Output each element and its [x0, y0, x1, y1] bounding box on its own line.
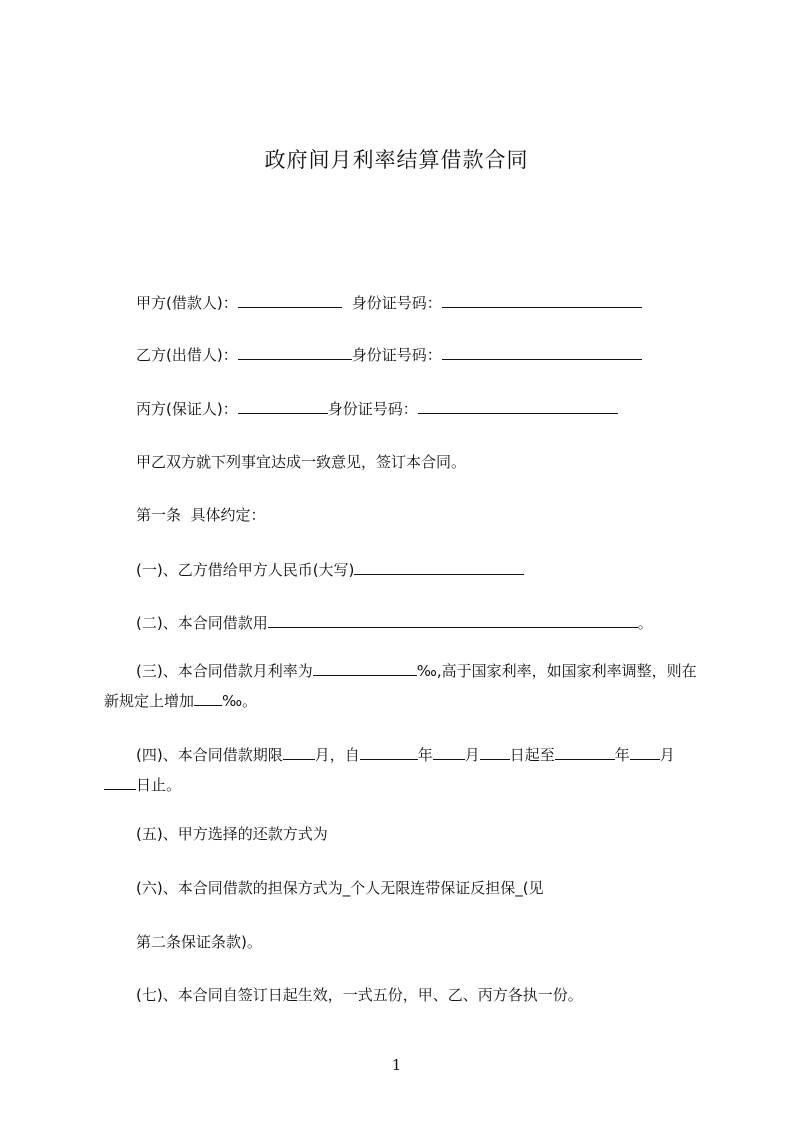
- clause-7: [136, 985, 583, 1005]
- party-b-line: [136, 344, 642, 365]
- clause-2-purpose-blank[interactable]: [268, 612, 638, 628]
- party-c-line: [136, 398, 618, 419]
- clause-4-start-day-blank[interactable]: [480, 744, 510, 760]
- clause-5: [136, 824, 328, 844]
- article-one-heading: 第一条 具体约定：: [136, 506, 266, 524]
- clause-4-part6: 年: [614, 746, 630, 764]
- party-b-id-label: 身份证号码：: [351, 346, 442, 364]
- clause-1-amount-blank[interactable]: [354, 559, 524, 575]
- clause-6-cont-text: 第二条保证条款)。: [136, 933, 262, 951]
- clause-4-part5: 日起至: [509, 746, 555, 764]
- clause-6: [136, 878, 544, 898]
- clause-2-end: 。: [637, 614, 653, 632]
- party-a-line: [136, 292, 642, 313]
- clause-3-part3: ‰。: [222, 692, 258, 710]
- clause-2-text: (二)、本合同借款用: [136, 614, 268, 632]
- party-b-label: 乙方(出借人)：: [136, 346, 238, 364]
- party-a-label: 甲方(借款人)：: [136, 294, 238, 312]
- clause-6-continued: [136, 932, 262, 952]
- party-c-id-blank[interactable]: [418, 398, 618, 414]
- clause-3-part2: ‰,高于国家利率，如国家利率调整，则在新规定上增加: [104, 662, 697, 710]
- clause-1-text: (一)、乙方借给甲方人民币(大写): [136, 561, 355, 579]
- clause-4-part4: 月: [464, 746, 480, 764]
- clause-4-part2: 月，自: [314, 746, 360, 764]
- party-a-id-blank[interactable]: [442, 292, 642, 308]
- party-c-name-blank[interactable]: [238, 398, 328, 414]
- page-number: 1: [391, 1056, 402, 1074]
- clause-4-end-year-blank[interactable]: [555, 744, 615, 760]
- clause-4-months-blank[interactable]: [283, 744, 315, 760]
- clause-4-part8: 日止。: [136, 776, 182, 794]
- party-a-name-blank[interactable]: [238, 292, 342, 308]
- clause-3-part1: (三)、本合同借款月利率为: [136, 662, 313, 680]
- party-b-id-blank[interactable]: [442, 344, 642, 360]
- clause-5-text: (五)、甲方选择的还款方式为: [136, 825, 328, 843]
- clause-1: [136, 559, 524, 580]
- document-title: 政府间月利率结算借款合同: [264, 148, 529, 172]
- clause-4-end-day-blank[interactable]: [104, 774, 136, 790]
- clause-4: [104, 740, 704, 800]
- party-a-id-label: 身份证号码：: [351, 294, 442, 312]
- party-c-label: 丙方(保证人)：: [136, 400, 238, 418]
- clause-4-start-year-blank[interactable]: [360, 744, 418, 760]
- clause-6-text: (六)、本合同借款的担保方式为_个人无限连带保证反担保_(见: [136, 879, 544, 897]
- clause-4-start-month-blank[interactable]: [433, 744, 465, 760]
- party-c-id-label: 身份证号码：: [327, 400, 418, 418]
- clause-3: [104, 656, 704, 716]
- clause-4-part7: 月: [659, 746, 675, 764]
- clause-3-increase-blank[interactable]: [194, 690, 222, 706]
- clause-4-end-month-blank[interactable]: [630, 744, 660, 760]
- clause-4-part1: (四)、本合同借款期限: [136, 746, 283, 764]
- clause-3-rate-blank[interactable]: [313, 660, 417, 676]
- party-b-name-blank[interactable]: [238, 344, 352, 360]
- clause-7-text: (七)、本合同自签订日起生效，一式五份，甲、乙、丙方各执一份。: [136, 986, 583, 1004]
- agreement-intro: 甲乙双方就下列事宜达成一致意见，签订本合同。: [136, 453, 467, 471]
- clause-4-part3: 年: [417, 746, 433, 764]
- clause-2: [136, 612, 653, 633]
